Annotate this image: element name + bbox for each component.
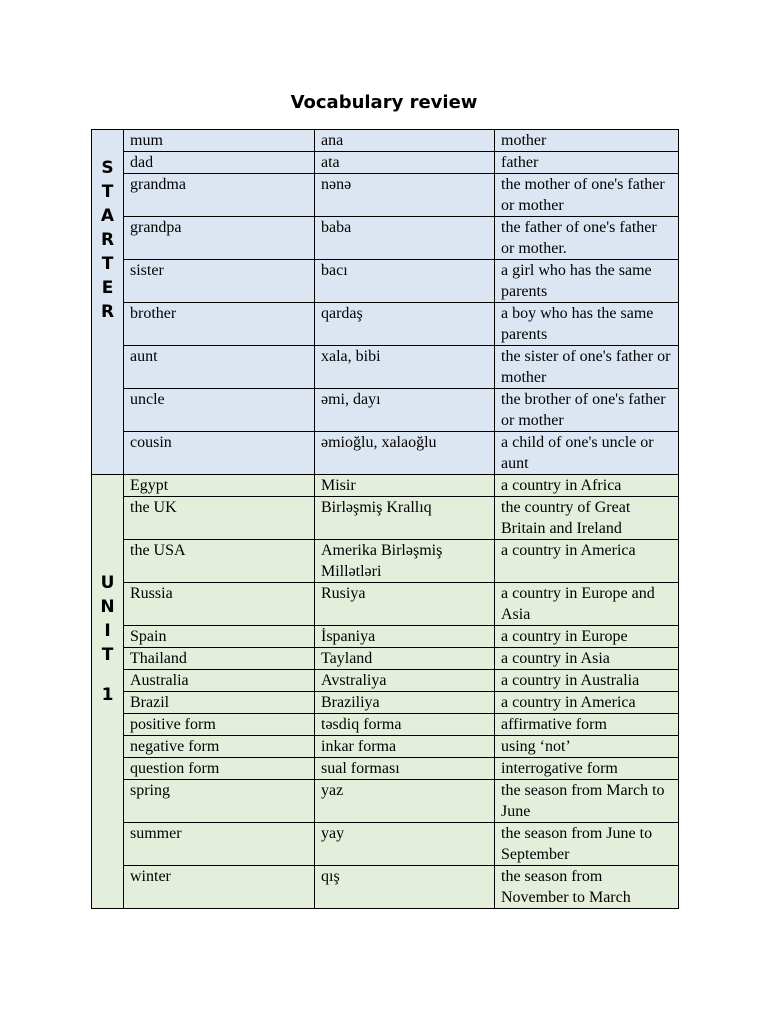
cell-word: grandma xyxy=(124,174,315,217)
table-row xyxy=(92,130,679,152)
table-row xyxy=(92,736,679,758)
cell-definition: a country in America xyxy=(495,540,679,583)
cell-word: aunt xyxy=(124,346,315,389)
table-row xyxy=(92,648,679,670)
section-label-unit-1: U N I T 1 xyxy=(92,475,124,909)
cell-word: the UK xyxy=(124,497,315,540)
table-row xyxy=(92,692,679,714)
cell-word: Thailand xyxy=(124,648,315,670)
cell-word: Egypt xyxy=(124,475,315,497)
cell-translation: xala, bibi xyxy=(315,346,495,389)
cell-translation: Birləşmiş Krallıq xyxy=(315,497,495,540)
table-row xyxy=(92,260,679,303)
cell-word: question form xyxy=(124,758,315,780)
table-row xyxy=(92,714,679,736)
cell-definition: the country of Great Britain and Ireland xyxy=(495,497,679,540)
table-row xyxy=(92,346,679,389)
cell-translation: Misir xyxy=(315,475,495,497)
cell-word: winter xyxy=(124,866,315,909)
cell-definition: the father of one's father or mother. xyxy=(495,217,679,260)
cell-definition: a country in Europe xyxy=(495,626,679,648)
cell-definition: a girl who has the same parents xyxy=(495,260,679,303)
cell-definition: the mother of one's father or mother xyxy=(495,174,679,217)
cell-translation: ana xyxy=(315,130,495,152)
cell-word: uncle xyxy=(124,389,315,432)
table-row xyxy=(92,432,679,475)
table-row xyxy=(92,475,679,497)
cell-translation: baba xyxy=(315,217,495,260)
table-row xyxy=(92,626,679,648)
cell-definition: the season from March to June xyxy=(495,780,679,823)
cell-word: spring xyxy=(124,780,315,823)
cell-translation: qardaş xyxy=(315,303,495,346)
cell-definition: affirmative form xyxy=(495,714,679,736)
cell-word: Spain xyxy=(124,626,315,648)
table-row xyxy=(92,389,679,432)
cell-definition: the season from November to March xyxy=(495,866,679,909)
table-row xyxy=(92,583,679,626)
cell-translation: yay xyxy=(315,823,495,866)
table-row xyxy=(92,152,679,174)
cell-definition: a country in Australia xyxy=(495,670,679,692)
cell-translation: sual forması xyxy=(315,758,495,780)
table-row xyxy=(92,303,679,346)
cell-word: dad xyxy=(124,152,315,174)
cell-translation: inkar forma xyxy=(315,736,495,758)
table-row xyxy=(92,217,679,260)
cell-translation: Tayland xyxy=(315,648,495,670)
cell-definition: a child of one's uncle or aunt xyxy=(495,432,679,475)
cell-translation: Rusiya xyxy=(315,583,495,626)
cell-definition: interrogative form xyxy=(495,758,679,780)
cell-word: sister xyxy=(124,260,315,303)
cell-definition: the sister of one's father or mother xyxy=(495,346,679,389)
vocabulary-table xyxy=(91,129,679,909)
cell-word: summer xyxy=(124,823,315,866)
cell-translation: nənə xyxy=(315,174,495,217)
cell-word: brother xyxy=(124,303,315,346)
table-row xyxy=(92,780,679,823)
cell-translation: əmioğlu, xalaoğlu xyxy=(315,432,495,475)
cell-definition: the brother of one's father or mother xyxy=(495,389,679,432)
cell-translation: Avstraliya xyxy=(315,670,495,692)
table-row xyxy=(92,670,679,692)
cell-word: negative form xyxy=(124,736,315,758)
cell-definition: the season from June to September xyxy=(495,823,679,866)
cell-word: the USA xyxy=(124,540,315,583)
cell-definition: a country in America xyxy=(495,692,679,714)
cell-definition: using ‘not’ xyxy=(495,736,679,758)
cell-translation: əmi, dayı xyxy=(315,389,495,432)
cell-translation: qış xyxy=(315,866,495,909)
cell-definition: a country in Europe and Asia xyxy=(495,583,679,626)
cell-definition: mother xyxy=(495,130,679,152)
cell-word: positive form xyxy=(124,714,315,736)
cell-word: Russia xyxy=(124,583,315,626)
table-row xyxy=(92,758,679,780)
cell-word: mum xyxy=(124,130,315,152)
cell-definition: a country in Asia xyxy=(495,648,679,670)
cell-translation: yaz xyxy=(315,780,495,823)
cell-translation: ata xyxy=(315,152,495,174)
cell-translation: təsdiq forma xyxy=(315,714,495,736)
section-label-starter: S T A R T E R xyxy=(92,130,124,475)
cell-translation: Amerika Birləşmiş Millətləri xyxy=(315,540,495,583)
table-row xyxy=(92,823,679,866)
table-row xyxy=(92,174,679,217)
cell-definition: father xyxy=(495,152,679,174)
cell-word: grandpa xyxy=(124,217,315,260)
table-row xyxy=(92,866,679,909)
cell-definition: a boy who has the same parents xyxy=(495,303,679,346)
cell-translation: Braziliya xyxy=(315,692,495,714)
table-row xyxy=(92,540,679,583)
cell-translation: bacı xyxy=(315,260,495,303)
cell-definition: a country in Africa xyxy=(495,475,679,497)
table-row xyxy=(92,497,679,540)
cell-word: cousin xyxy=(124,432,315,475)
cell-word: Brazil xyxy=(124,692,315,714)
cell-word: Australia xyxy=(124,670,315,692)
page-title: Vocabulary review xyxy=(290,92,478,113)
cell-translation: İspaniya xyxy=(315,626,495,648)
